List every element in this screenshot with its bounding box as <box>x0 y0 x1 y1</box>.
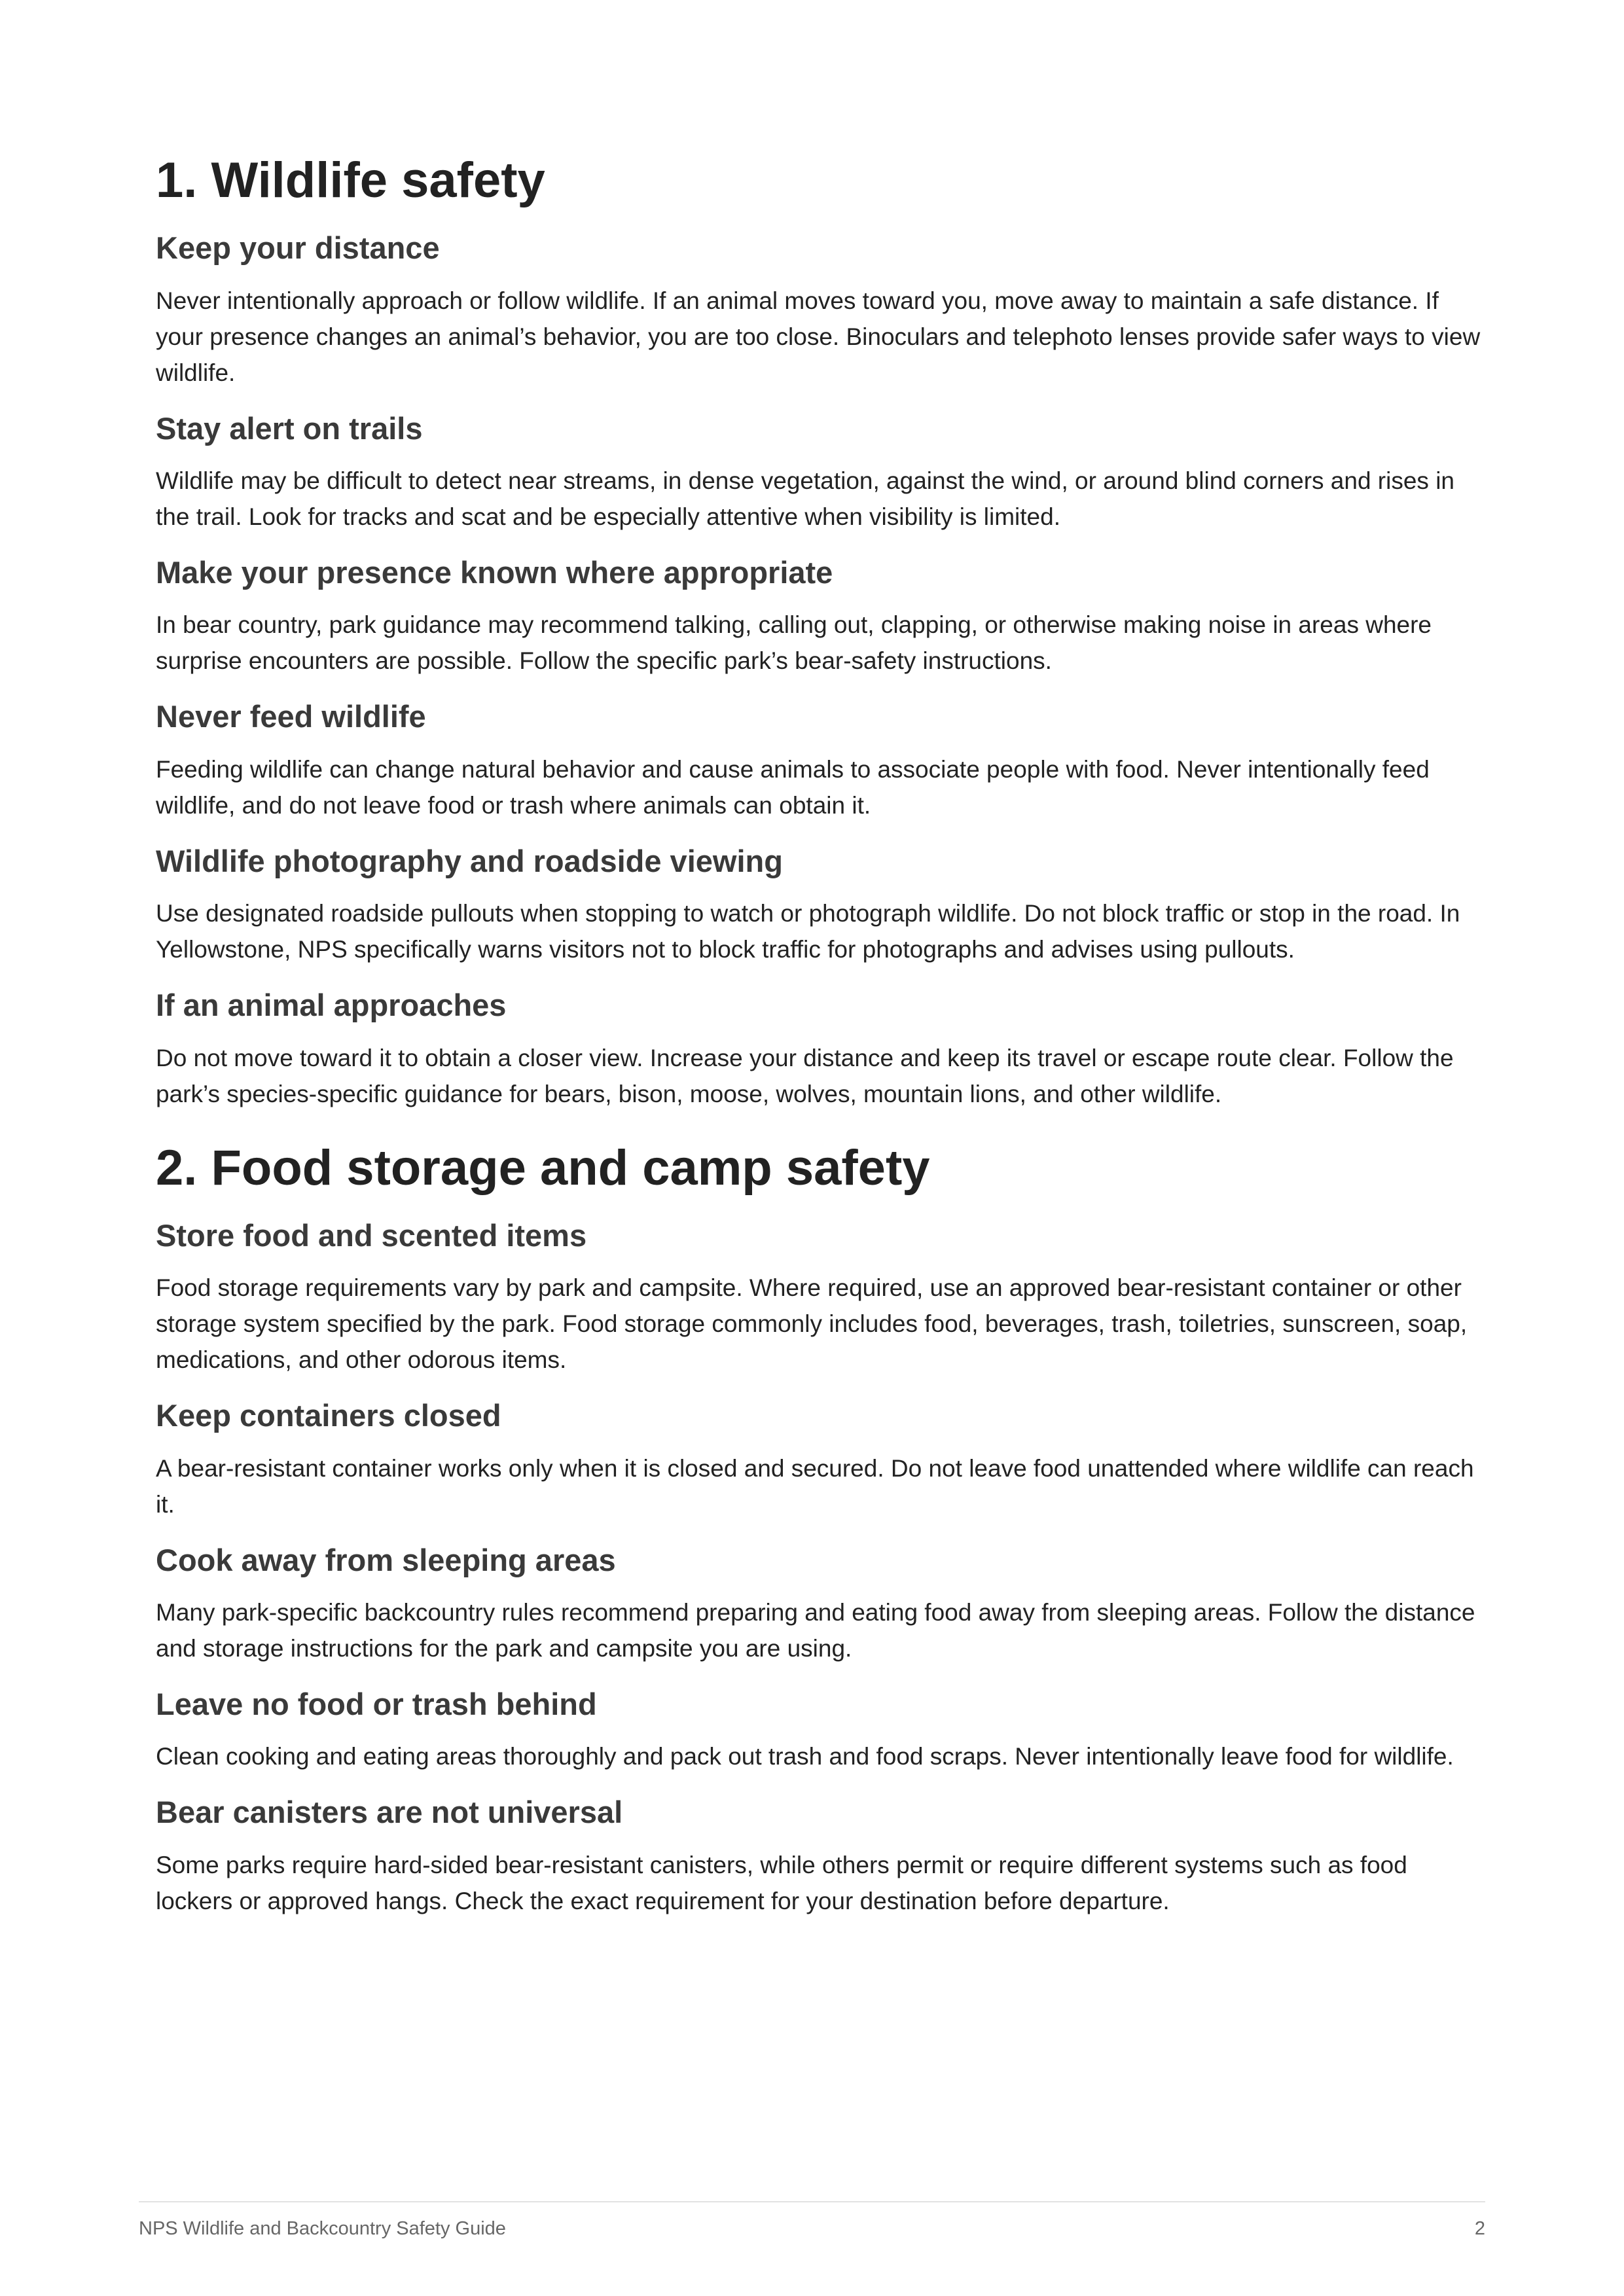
section-title: 1. Wildlife safety <box>156 152 545 208</box>
subsection-title: Make your presence known where appropriate <box>156 554 833 590</box>
subsection-title: Bear canisters are not universal <box>156 1795 623 1830</box>
section-title: 2. Food storage and camp safety <box>156 1139 930 1196</box>
subsection-body: Feeding wildlife can change natural behavior and cause animals to associate people with food. Never intentionally feed wildlife, and do not leave food or trash where animals can obtain it. <box>156 755 1430 819</box>
subsection-leave-no-food <box>156 1686 1488 1774</box>
subsection-body: Some parks require hard-sided bear-resistant canisters, while others permit or require different systems such as food lockers or approved hangs. Check the exact requirement for your destination before departure. <box>156 1851 1407 1914</box>
subsection-wildlife-photography <box>156 843 1488 967</box>
subsection-title: Store food and scented items <box>156 1217 587 1253</box>
subsection-keep-containers-closed <box>156 1397 1488 1522</box>
subsection-body: A bear-resistant container works only when it is closed and secured. Do not leave food unattended where wildlife can reach it. <box>156 1454 1474 1518</box>
subsection-bear-canisters <box>156 1794 1488 1918</box>
page-footer <box>139 2201 1485 2240</box>
footer-document-title: NPS Wildlife and Backcountry Safety Guide <box>139 2218 506 2239</box>
subsection-body: Food storage requirements vary by park and campsite. Where required, use an approved bear-resistant container or other storage system specified by the park. Food storage commonly includes food, beverages, trash, toiletries, sunscreen, soap, medications, and other odorous items. <box>156 1274 1468 1374</box>
subsection-body: Never intentionally approach or follow wildlife. If an animal moves toward you, move away to maintain a safe distance. If your presence changes an animal’s behavior, you are too close. Binoculars and telephoto lenses provide safer ways to view wildlife. <box>156 287 1481 386</box>
subsection-body: Wildlife may be difficult to detect near streams, in dense vegetation, against the wind, or around blind corners and rises in the trail. Look for tracks and scat and be especially attentive when visibility is limited. <box>156 467 1454 530</box>
subsection-if-animal-approaches <box>156 987 1488 1111</box>
subsection-title: Keep containers closed <box>156 1398 501 1433</box>
subsection-title: Never feed wildlife <box>156 699 426 734</box>
subsection-title: Stay alert on trails <box>156 410 423 446</box>
subsection-body: Use designated roadside pullouts when stopping to watch or photograph wildlife. Do not block traffic or stop in the road. In Yellowstone, NPS specifically warns visitors not to block traffic for photographs and advises using pullouts. <box>156 900 1460 963</box>
subsection-title: Wildlife photography and roadside viewing <box>156 843 783 878</box>
subsection-body: Clean cooking and eating areas thoroughly and pack out trash and food scraps. Never intentionally leave food for wildlife. <box>156 1743 1454 1770</box>
subsection-make-presence-known <box>156 554 1488 679</box>
section-wildlife-safety <box>156 151 1488 1112</box>
document-content <box>156 151 1488 1919</box>
subsection-never-feed-wildlife <box>156 698 1488 823</box>
page-number: 2 <box>1474 2218 1485 2239</box>
section-food-storage <box>156 1138 1488 1919</box>
subsection-title: If an animal approaches <box>156 988 507 1023</box>
subsection-cook-away <box>156 1542 1488 1666</box>
subsection-title: Keep your distance <box>156 230 440 266</box>
subsection-title: Cook away from sleeping areas <box>156 1542 616 1577</box>
subsection-body: Many park-specific backcountry rules recommend preparing and eating food away from sleeping areas. Follow the distance and storage instructions for the park and campsite you are using. <box>156 1598 1475 1662</box>
subsection-store-food <box>156 1217 1488 1378</box>
subsection-body: In bear country, park guidance may recommend talking, calling out, clapping, or otherwise making noise in areas where surprise encounters are possible. Follow the specific park’s bear-safety instructions. <box>156 611 1432 675</box>
subsection-title: Leave no food or trash behind <box>156 1686 597 1721</box>
subsection-stay-alert-on-trails <box>156 410 1488 535</box>
subsection-keep-your-distance <box>156 230 1488 390</box>
subsection-body: Do not move toward it to obtain a closer view. Increase your distance and keep its travel or escape route clear. Follow the park’s species-specific guidance for bears, bison, moose, wolves, mountain lions, and other wildlife. <box>156 1044 1454 1107</box>
